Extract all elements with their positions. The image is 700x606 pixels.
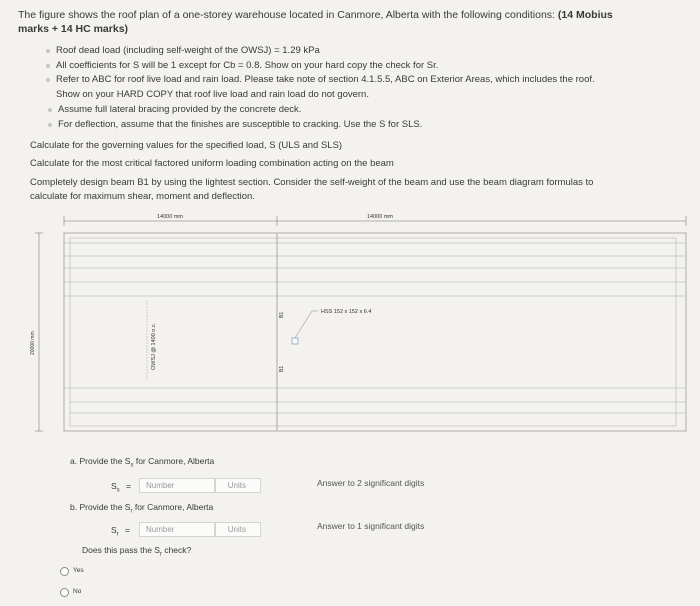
intro-text: The figure shows the roof plan of a one-storey warehouse located in Canmore, Alberta with the following conditions:	[18, 9, 555, 21]
question-b-hint: Answer to 1 significant digits	[317, 521, 425, 531]
radio-no[interactable]	[60, 588, 69, 597]
marks-label-a: (14 Mobius	[557, 9, 613, 21]
roof-outline	[64, 233, 686, 431]
step-item: Completely design beam B1 by using the lightest section. Consider the self-weight of the beam and use the beam diagram formulas to	[30, 177, 594, 188]
sr-units-select-b[interactable]: Units	[215, 522, 261, 537]
sr-number-input-b[interactable]: Number	[139, 522, 215, 537]
roof-inner-outline	[70, 238, 676, 426]
condition-item: Roof dead load (including self-weight of the OWSJ) = 1.29 kPa	[56, 45, 320, 56]
condition-item: Show on your HARD COPY that roof live load and rain load do not govern.	[56, 89, 369, 100]
dim-right-span: 14000 mm	[367, 214, 393, 220]
condition-item: For deflection, assume that the finishes are susceptible to cracking. Use the S for SLS.	[58, 119, 423, 130]
beam-label-top: B1	[279, 311, 285, 318]
beam-label-bottom: B1	[279, 365, 285, 372]
check-question: Does this pass the $S_r$ check?	[82, 545, 192, 558]
question-b-prompt: b. Provide the $S_r$ for Canmore, Alberta	[70, 502, 214, 515]
joist-label: OWSJ @ 1400 o.c.	[151, 322, 157, 370]
condition-item: Refer to ABC for roof live load and rain load. Please take note of section 4.1.5.5, ABC on Exterior Areas, which includes the roof.	[56, 74, 595, 85]
radio-no-label: No	[73, 588, 82, 595]
question-a-var: $S_s$ =	[111, 481, 132, 494]
step-item: calculate for maximum shear, moment and deflection.	[30, 191, 255, 202]
marks-label-b: marks + 14 HC marks)	[18, 23, 129, 35]
sr-units-select[interactable]: Units	[215, 478, 261, 493]
question-b-var: $S_r$ =	[111, 525, 131, 538]
column-leader-line	[295, 311, 312, 338]
condition-item: Assume full lateral bracing provided by the concrete deck.	[58, 104, 302, 115]
question-a-hint: Answer to 2 significant digits	[317, 478, 425, 488]
step-item: Calculate for the most critical factored uniform loading combination acting on the beam	[30, 158, 394, 169]
dim-left-span: 14000 mm	[157, 214, 183, 220]
dim-height: 20000 mm	[30, 331, 36, 355]
condition-item: All coefficients for S will be 1 except for Cb = 0.8. Show on your hard copy the check for Sr.	[56, 60, 439, 71]
question-a-prompt: a. Provide the $S_s$ for Canmore, Alberta	[70, 456, 215, 469]
sr-number-input[interactable]: Number	[139, 478, 215, 493]
step-item: Calculate for the governing values for the specified load, S (ULS and SLS)	[30, 140, 343, 151]
column-label: HSS 152 x 152 x 6.4	[321, 309, 372, 315]
column-symbol	[292, 338, 298, 344]
radio-yes-label: Yes	[73, 567, 84, 574]
radio-yes[interactable]	[60, 567, 69, 576]
